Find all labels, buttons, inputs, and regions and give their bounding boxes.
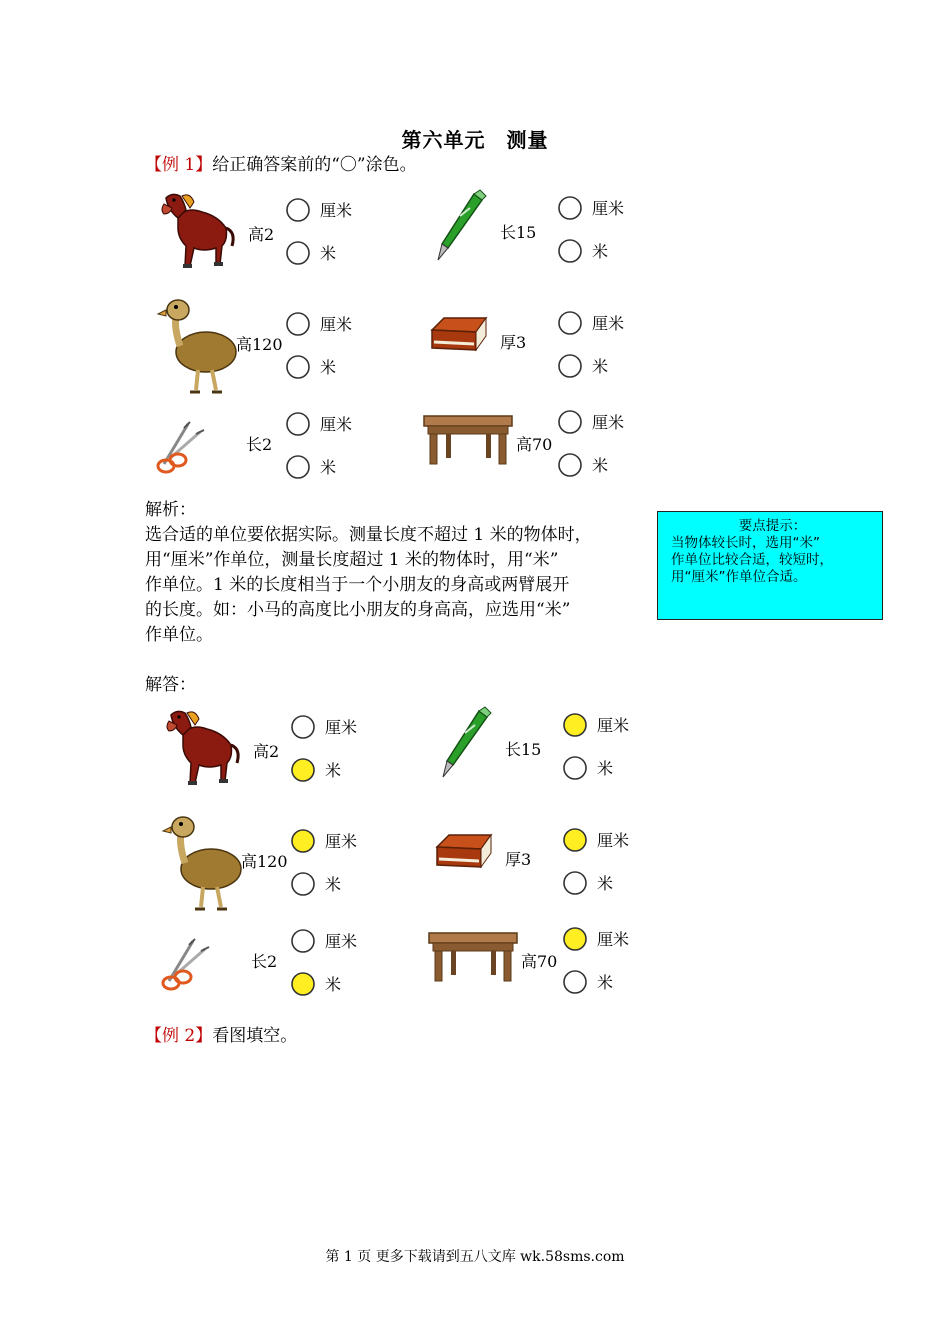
unit-label-cm: 厘米 — [325, 932, 358, 951]
answer-circle-m[interactable] — [292, 873, 314, 895]
unit-label-m: 米 — [597, 759, 614, 778]
unit-label-m: 米 — [592, 357, 609, 376]
example-1-instruction: 给正确答案前的“〇”涂色。 — [212, 155, 417, 175]
grid-item — [167, 711, 357, 785]
horse-icon — [162, 194, 233, 268]
tip-title: 要点提示： — [738, 518, 807, 534]
measure-label: 高2 — [248, 225, 275, 244]
measure-label: 长15 — [500, 223, 537, 242]
grid-item — [162, 194, 352, 268]
page-title: 第六单元 测量 — [401, 128, 549, 152]
unit-label-m: 米 — [592, 242, 609, 261]
answer-circle-cm[interactable] — [292, 830, 314, 852]
grid-item — [424, 411, 624, 476]
ostrich-icon — [163, 817, 241, 909]
unit-label-cm: 厘米 — [592, 314, 625, 333]
unit-label-cm: 厘米 — [320, 415, 353, 434]
unit-label-m: 米 — [325, 761, 342, 780]
grid-item — [163, 817, 357, 909]
tip-box — [657, 511, 883, 620]
unit-label-cm: 厘米 — [325, 832, 358, 851]
unit-label-cm: 厘米 — [320, 315, 353, 334]
answer-circle-cm[interactable] — [292, 930, 314, 952]
scissors-icon — [158, 422, 204, 472]
question-grid — [140, 180, 660, 490]
answer-circle-m[interactable] — [287, 356, 309, 378]
book-icon — [437, 835, 491, 867]
answer-circle-m[interactable] — [559, 355, 581, 377]
answer-circle-cm[interactable] — [559, 197, 581, 219]
grid-item — [158, 413, 352, 478]
answer-circle-m[interactable] — [564, 757, 586, 779]
unit-label-m: 米 — [320, 358, 337, 377]
table-icon — [424, 416, 512, 464]
measure-label: 高120 — [241, 852, 288, 871]
answer-circle-m[interactable] — [287, 456, 309, 478]
measure-label: 厚3 — [500, 333, 527, 352]
measure-label: 长2 — [251, 952, 278, 971]
grid-item — [437, 829, 629, 894]
answer-circle-cm[interactable] — [564, 714, 586, 736]
unit-label-m: 米 — [320, 244, 337, 263]
analysis-heading: 解析： — [145, 500, 196, 520]
table-icon — [429, 933, 517, 981]
pen-icon — [438, 190, 486, 260]
analysis-section — [145, 498, 592, 648]
analysis-line: 作单位。 — [145, 625, 213, 645]
pen-icon — [443, 707, 491, 777]
tip-line: 当物体较长时，选用“米” — [671, 535, 820, 551]
answer-circle-cm[interactable] — [287, 413, 309, 435]
answer-circle-m[interactable] — [559, 454, 581, 476]
answer-circle-cm[interactable] — [292, 716, 314, 738]
tip-line: 用“厘米”作单位合适。 — [671, 569, 807, 585]
measure-label: 高120 — [236, 335, 283, 354]
analysis-line: 作单位。1 米的长度相当于一个小朋友的身高或两臂展开 — [145, 575, 570, 595]
analysis-line: 的长度。如：小马的高度比小朋友的身高高，应选用“米” — [145, 600, 571, 620]
grid-item — [163, 930, 357, 995]
answer-circle-cm[interactable] — [559, 312, 581, 334]
answer-circle-cm[interactable] — [559, 411, 581, 433]
answer-circle-m[interactable] — [287, 242, 309, 264]
measure-label: 长2 — [246, 435, 273, 454]
example-1-heading — [145, 150, 417, 175]
answer-heading: 解答： — [145, 675, 196, 695]
unit-label-cm: 厘米 — [597, 930, 630, 949]
grid-item — [432, 312, 624, 377]
page-footer: 第 1 页 更多下载请到五八文库 wk.58sms.com — [325, 1249, 625, 1265]
answer-circle-cm[interactable] — [564, 829, 586, 851]
answer-circle-m[interactable] — [564, 872, 586, 894]
measure-label: 高70 — [521, 952, 558, 971]
analysis-line: 选合适的单位要依据实际。测量长度不超过 1 米的物体时， — [145, 525, 592, 545]
unit-label-cm: 厘米 — [597, 831, 630, 850]
unit-label-cm: 厘米 — [597, 716, 630, 735]
answer-circle-m[interactable] — [292, 973, 314, 995]
grid-item — [158, 300, 352, 392]
unit-label-m: 米 — [325, 875, 342, 894]
example-2-heading — [145, 1021, 297, 1046]
unit-label-m: 米 — [325, 975, 342, 994]
grid-item — [429, 928, 629, 993]
tip-line: 作单位比较合适，较短时， — [671, 552, 833, 568]
measure-label: 厚3 — [505, 850, 532, 869]
answer-circle-cm[interactable] — [564, 928, 586, 950]
answer-circle-m[interactable] — [292, 759, 314, 781]
book-icon — [432, 318, 486, 350]
grid-item — [443, 707, 629, 779]
example-2-instruction: 看图填空。 — [212, 1026, 298, 1046]
measure-label: 高2 — [253, 742, 280, 761]
example-1-tag: 【例 1】 — [145, 155, 213, 175]
answer-circle-cm[interactable] — [287, 313, 309, 335]
unit-label-m: 米 — [320, 458, 337, 477]
unit-label-m: 米 — [597, 973, 614, 992]
answer-circle-m[interactable] — [559, 240, 581, 262]
answer-circle-cm[interactable] — [287, 199, 309, 221]
ostrich-icon — [158, 300, 236, 392]
unit-label-cm: 厘米 — [320, 201, 353, 220]
unit-label-m: 米 — [592, 456, 609, 475]
grid-item — [438, 190, 624, 262]
analysis-line: 用“厘米”作单位，测量长度超过 1 米的物体时，用“米” — [145, 550, 559, 570]
answer-grid — [145, 697, 665, 1007]
scissors-icon — [163, 939, 209, 989]
measure-label: 长15 — [505, 740, 542, 759]
unit-label-cm: 厘米 — [592, 199, 625, 218]
unit-label-cm: 厘米 — [325, 718, 358, 737]
example-2-tag: 【例 2】 — [145, 1026, 213, 1046]
unit-label-cm: 厘米 — [592, 413, 625, 432]
answer-circle-m[interactable] — [564, 971, 586, 993]
measure-label: 高70 — [516, 435, 553, 454]
horse-icon — [167, 711, 238, 785]
unit-label-m: 米 — [597, 874, 614, 893]
